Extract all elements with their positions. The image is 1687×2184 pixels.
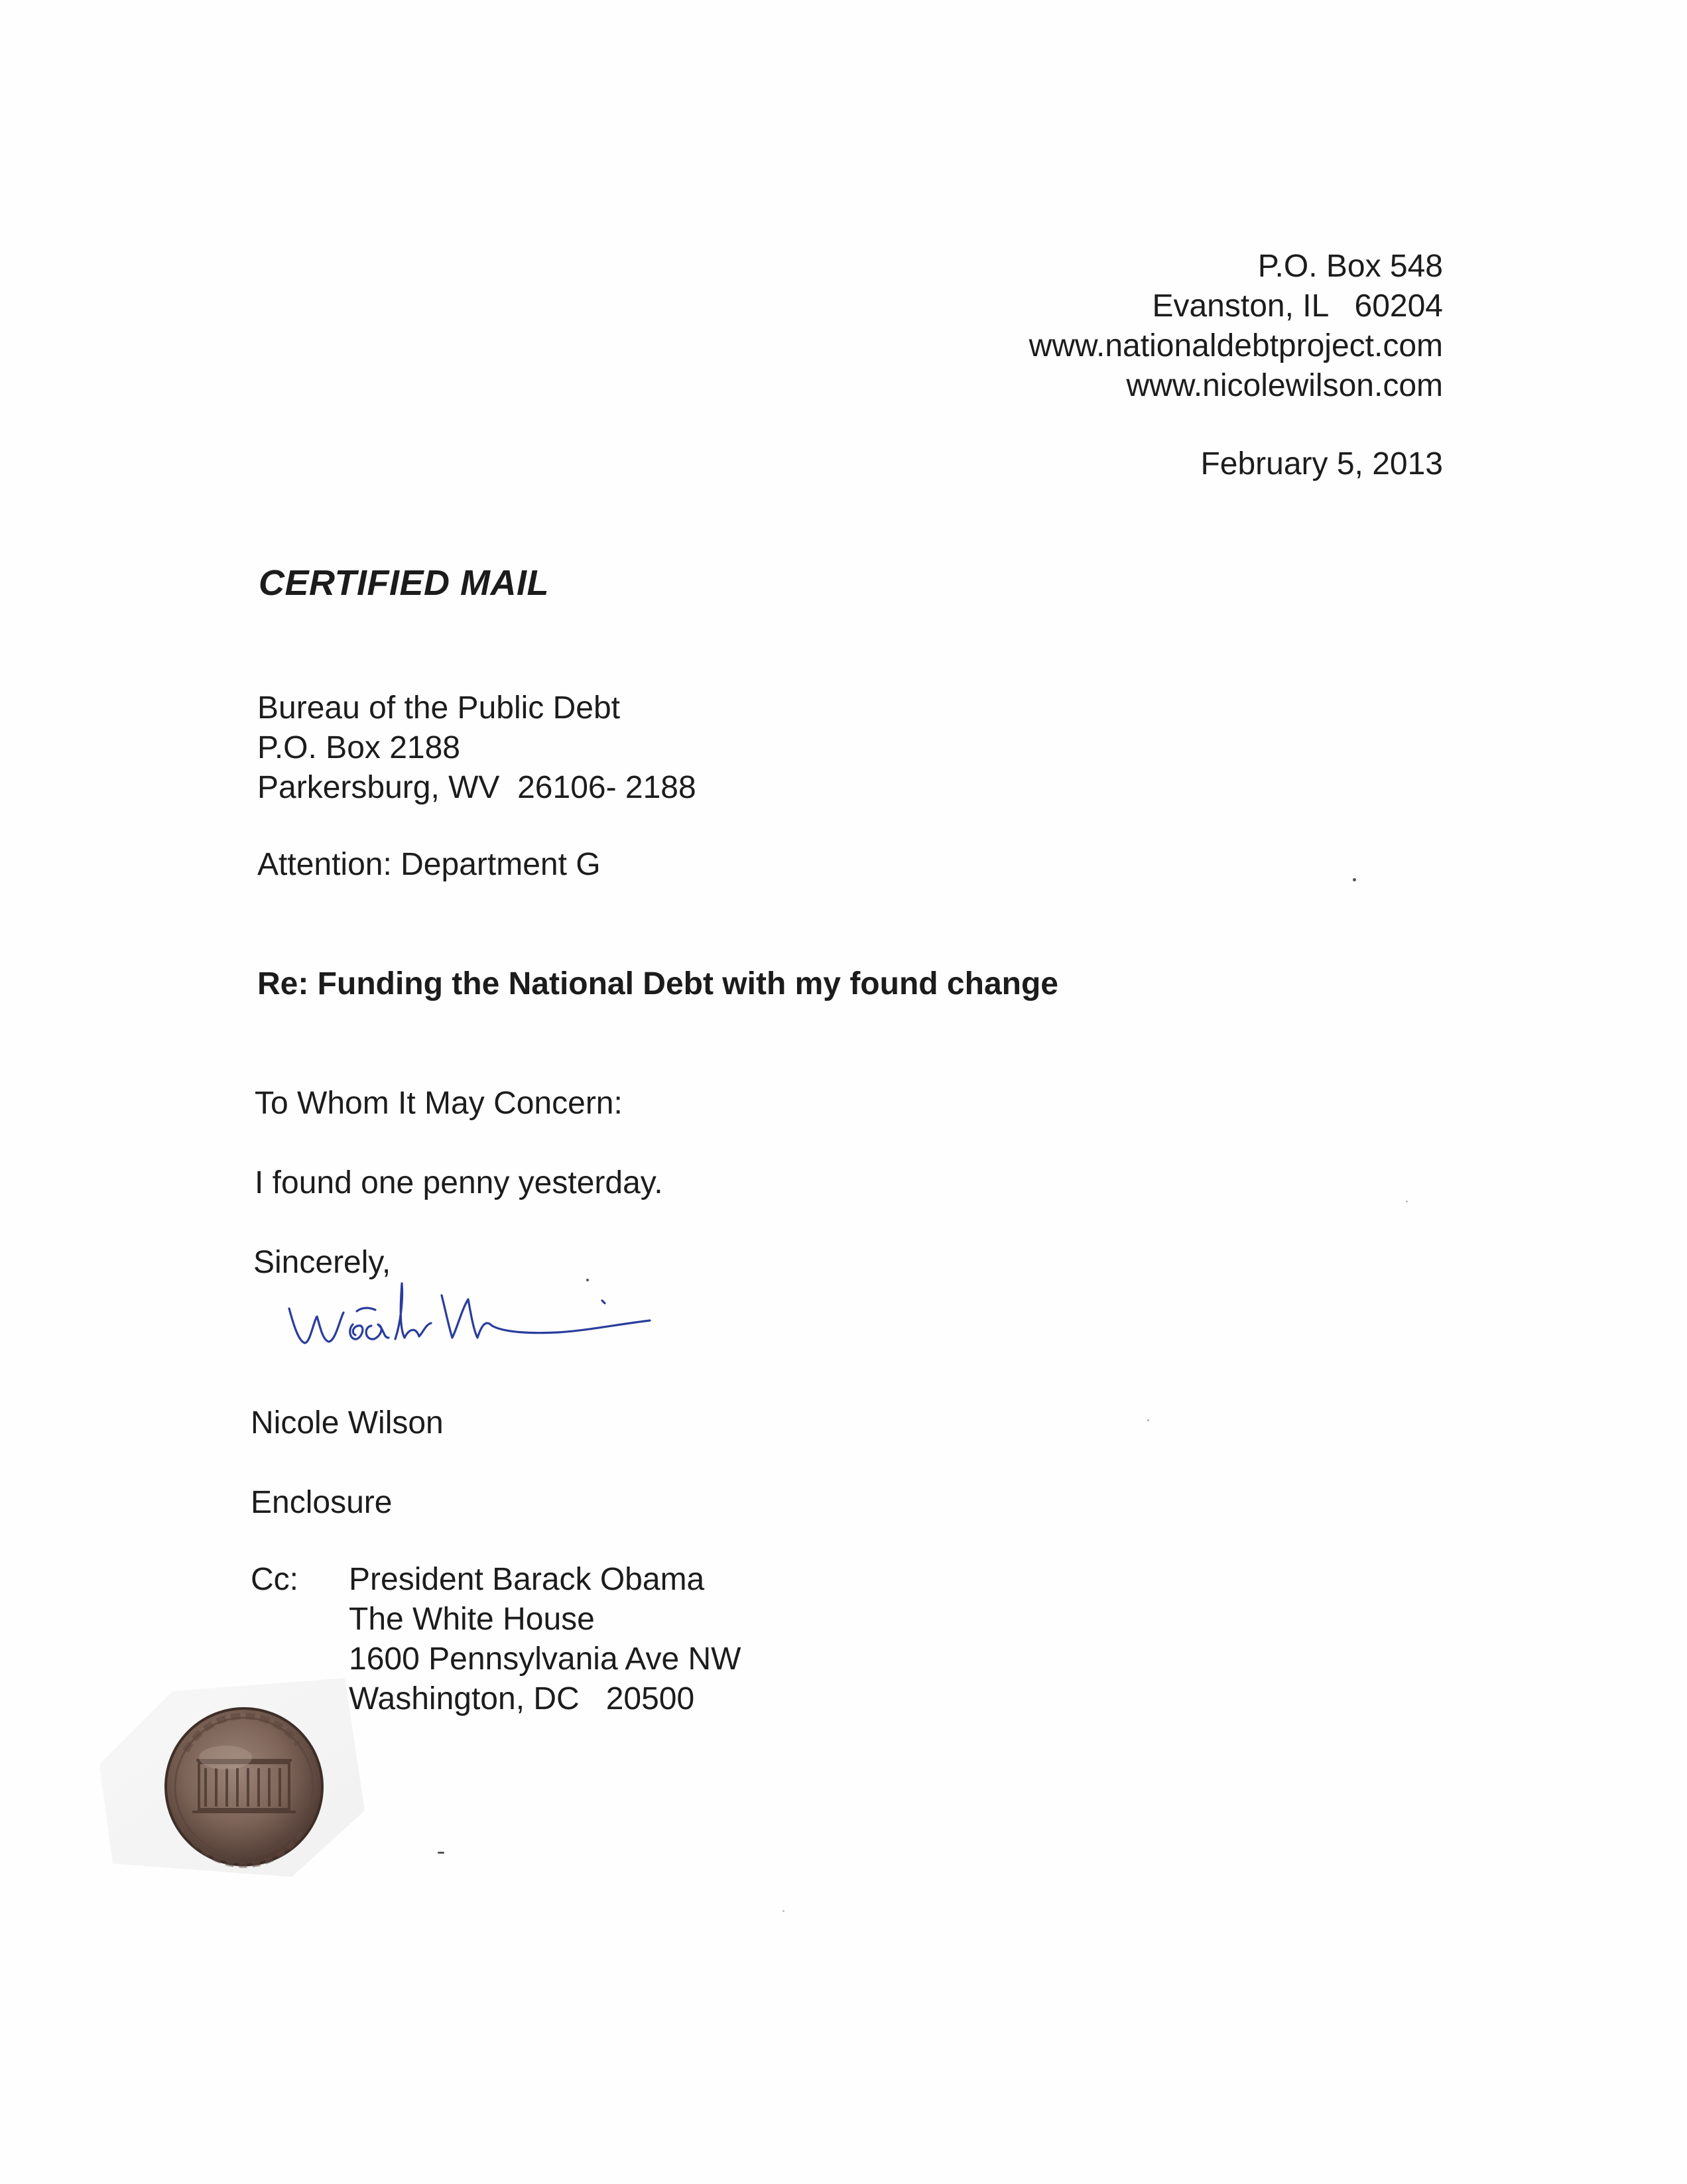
recipient-address-block [257,688,696,808]
certified-mail-heading: CERTIFIED MAIL [259,563,549,603]
sender-city-state-zip: Evanston, IL 60204 [1152,289,1443,324]
scan-speck [438,1852,444,1854]
penny-coin-icon [93,1665,371,1890]
sender-website-2: www.nicolewilson.com [1126,368,1443,403]
cc-name: President Barack Obama [349,1562,705,1597]
cc-address-block [349,1560,741,1719]
salutation: To Whom It May Concern: [255,1086,623,1121]
scan-speck [586,1279,589,1281]
sender-po-box: P.O. Box 548 [1257,249,1443,284]
scan-speck [1406,1200,1408,1202]
cc-label: Cc: [251,1562,298,1597]
enclosure-note: Enclosure [251,1485,393,1520]
recipient-po-box: P.O. Box 2188 [257,730,460,765]
closing: Sincerely, [253,1245,391,1280]
subject-line: Re: Funding the National Debt with my found change [257,966,1058,1001]
scan-speck [1147,1419,1149,1421]
cc-address-line-3: Washington, DC 20500 [349,1681,695,1716]
recipient-city-state-zip: Parkersburg, WV 26106- 2188 [257,770,696,805]
attention-line: Attention: Department G [257,847,601,882]
letter-date: February 5, 2013 [1200,446,1443,482]
cc-address-line-1: The White House [349,1602,595,1637]
scan-speck [1353,878,1356,881]
signer-name: Nicole Wilson [251,1405,444,1441]
recipient-name: Bureau of the Public Debt [257,690,621,726]
sender-website-1: www.nationaldebtproject.com [1029,328,1443,363]
sender-address-block [1029,247,1443,406]
scan-speck [782,1910,784,1912]
handwritten-signature [279,1263,663,1370]
cc-address-line-2: 1600 Pennsylvania Ave NW [349,1641,741,1677]
letter-body: I found one penny yesterday. [255,1165,663,1200]
